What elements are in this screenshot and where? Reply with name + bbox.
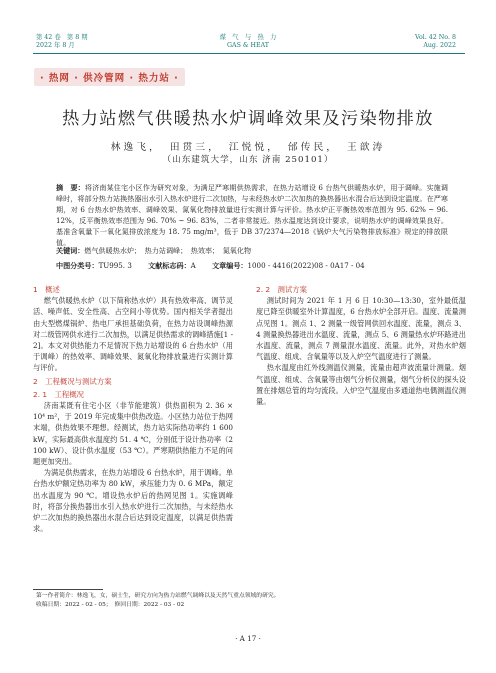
body-column-right bbox=[256, 282, 466, 407]
issue-date-en: Aug. 2022 bbox=[423, 42, 456, 49]
journal-name-cn: 煤 气 与 热 力 bbox=[219, 34, 277, 41]
article-number bbox=[212, 261, 365, 270]
volume-issue: 第 42 卷 第 8 期 bbox=[36, 34, 88, 41]
section-2-2-paragraph-1: 测试时间为 2021 年 1 月 6 日 10:30—13:30，室外最低温度已降至供暖室外计算温度，6 台热水炉全部开启。温度、流量测点见图 1。测点 1、2 测量一级管网供回水温度、流量，测点 3、4 测量换热器进出水温度、流量，测点 5、6 测量热水炉环路进出水温度、流量，测点 7 测量混水温度、流量。此外，对热水炉烟气温度、组成、含氧量等以及入炉空气温度进行了测量。 bbox=[256, 296, 466, 362]
article-title: 热力站燃气供暖热水炉调峰效果及污染物排放 bbox=[62, 109, 434, 129]
keywords-label: 关键词： bbox=[56, 246, 85, 255]
article-no-value: 1000 - 4416(2022)08 - 0A17 - 04 bbox=[247, 261, 365, 270]
section-2-heading: 2 工程概况与测试方案 bbox=[33, 376, 112, 386]
page-number: · A 17 · bbox=[235, 634, 261, 643]
article-affiliation: （山东建筑大学，山东 济南 250101） bbox=[162, 155, 334, 165]
abstract bbox=[56, 182, 448, 248]
section-1-heading: 1 概述 bbox=[33, 285, 60, 294]
clc-label: 中图分类号： bbox=[56, 261, 99, 270]
section-2-1-paragraph-1: 济南某既有住宅小区（非节能建筑）供热面积为 2. 36 × 10⁴ m²，于 2019 年完成集中供热改造。小区热力站位于热网末端，供热效果不理想。经测试，热力站实际热功率约 1 600 kW，实际最高供水温度约 51. 4 ℃，分别低于设计热功率（2 100 kW）、设计供水温度（53 ℃）。严寒期供热能力不足的问题更加突出。 bbox=[33, 401, 233, 467]
keywords-text: 燃气供暖热水炉； 热力站调峰； 热效率； 氮氧化物 bbox=[84, 246, 252, 255]
clc-value: TU995. 3 bbox=[98, 261, 132, 270]
author-bio: 第一作者简介：林逸飞，女，硕士生，研究方向为热力站燃气调峰以及天然气重点领域的研究。 bbox=[36, 593, 280, 599]
article-no-label: 文章编号： bbox=[212, 261, 248, 270]
column-tag: · 热网 · 供冷管网 · 热力站 · bbox=[34, 68, 185, 86]
clc-code bbox=[56, 261, 132, 270]
received-dates: 收稿日期：2022 - 02 - 05； 修回日期：2022 - 03 - 02 bbox=[36, 602, 185, 609]
body-column-left bbox=[33, 282, 233, 534]
footnote bbox=[36, 592, 466, 610]
section-2-2-paragraph-2: 热水温度由红外线测温仪测量，流量由超声波流量计测量。烟气温度、组成、含氧量等由烟气分析仪测量，烟气分析仪的探头设置在排烟总管的均匀流段。入炉空气温度由多通道热电偶测温仪测量。 bbox=[256, 363, 466, 407]
doc-code-label: 文献标志码： bbox=[148, 261, 191, 270]
footnote-divider bbox=[33, 589, 103, 590]
document-code bbox=[148, 261, 196, 270]
article-authors: 林逸飞， 田贯三， 江悦悦， 邰传民， 王歆涛 bbox=[110, 142, 386, 153]
section-1-paragraph: 燃气供暖热水炉（以下简称热水炉）具有热效率高、调节灵活、噪声低、安全性高、占空间小等优势。国内相关学者提出由大型燃煤锅炉、热电厂承担基础负荷，在热力站设调峰热源对二级管网供水进行二次加热，以满足供热需求的调峰措施[1 - 2]。本文对供热能力不足情况下热力站增设的 6 台热水炉（用于调峰）的热效率、调峰效果、氮氧化物排放量进行实测计算与评价。 bbox=[33, 296, 233, 373]
abstract-text: 将济南某住宅小区作为研究对象，为满足严寒期供热需求，在热力站增设 6 台热气供暖热水炉，用于调峰。实施调峰时，将部分热力站换热器出水引入热水炉进行二次加热，与未经热水炉二次加热的换热器出水混合后达到设定温度。在严寒期，对 6 台热水炉热效率、调峰效果、氮氧化物排放量进行实测计算与评价。热水炉正平衡热效率范围为 95. 62% ~ 96. 12%，反平衡热效率范围为 96. 70% ~ 96. 83%，二者非常接近。热水温度达到设计要求，说明热水炉的调峰效果良好。基准含氧量下一氧化氮排放浓度为 18. 75 mg/m³，低于 DB 37/2374—2018《锅炉大气污染物排放标准》规定的排放限值。 bbox=[56, 183, 449, 247]
journal-volume-header-en bbox=[415, 34, 456, 50]
doc-code-value: A bbox=[190, 261, 196, 270]
section-2-1-heading: 2. 1 工程概况 bbox=[33, 389, 85, 399]
classification-line bbox=[56, 260, 456, 271]
journal-name-en: GAS & HEAT bbox=[227, 42, 269, 49]
section-2-1-paragraph-2: 为满足供热需求，在热力站增设 6 台热水炉，用于调峰。单台热水炉额定热功率为 80 kW，承压能力为 0. 6 MPa，额定出水温度为 90 ℃。增设热水炉后的热网见图 1。实施调峰时，将部分换热器出水引入热水炉进行二次加热，与未经热水炉二次加热的换热器出水混合后达到设定温度，以满足供热需求。 bbox=[33, 468, 233, 534]
issue-date: 2022 年 8 月 bbox=[36, 42, 75, 49]
header-divider bbox=[33, 53, 465, 54]
abstract-label: 摘 要： bbox=[56, 183, 85, 192]
section-2-2-heading: 2. 2 测试方案 bbox=[256, 285, 308, 294]
volume-issue-en: Vol. 42 No. 8 bbox=[415, 34, 456, 41]
keywords bbox=[56, 245, 448, 256]
